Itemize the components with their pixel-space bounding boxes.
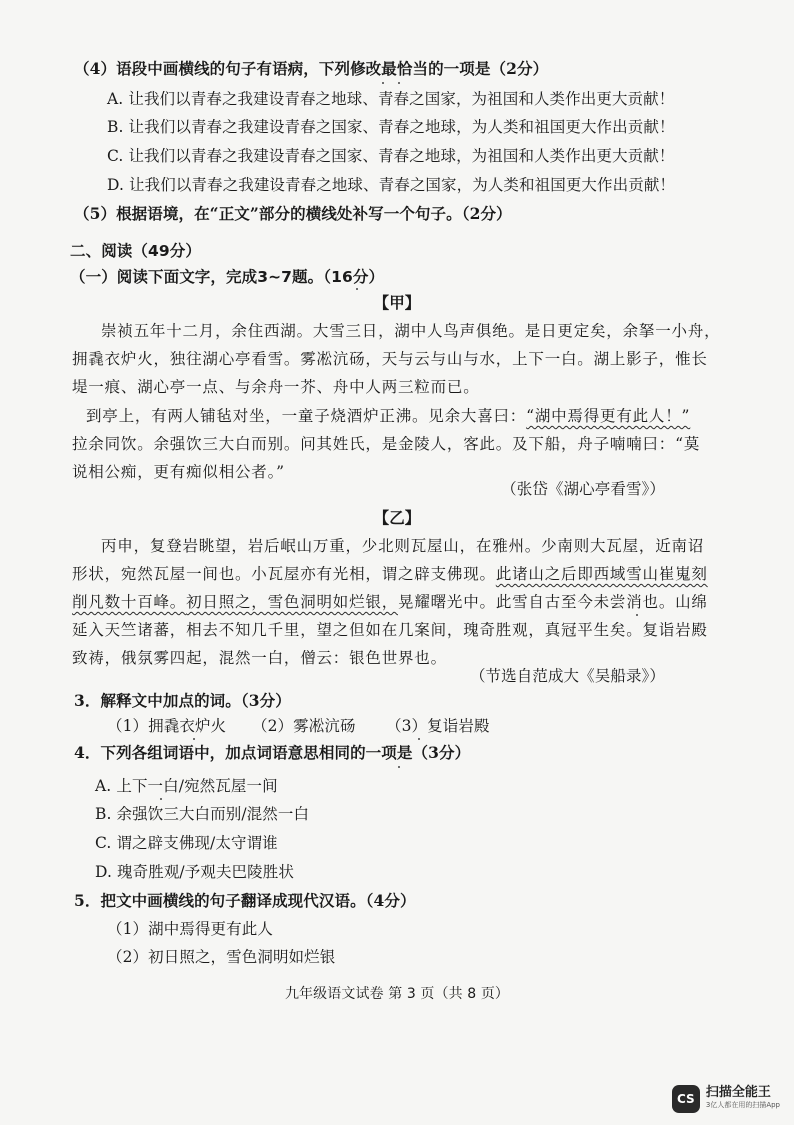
watermark-name: 扫描全能王 <box>705 1085 771 1100</box>
q5b-item-1: （1）湖中焉得更有此人 <box>107 920 273 938</box>
jia-underlined-sentence: “湖中焉得更有此人！” <box>526 407 691 425</box>
jia-p2-line3: 说相公痴，更有痴似相公者。” <box>72 463 285 481</box>
yi-underlined-end: 削凡数十百峰。 <box>72 593 187 611</box>
emphasis-dot <box>418 738 420 740</box>
q4b-option-d: D. 瑰奇胜观/予观夫巴陵胜状 <box>95 863 294 881</box>
emphasis-dot <box>193 738 195 740</box>
yi-heading: 【乙】 <box>373 508 421 527</box>
q3-item-1: （1）拥毳衣炉火 <box>107 717 227 735</box>
q4b-option-a: A. 上下一白/宛然瓦屋一间 <box>95 777 278 795</box>
camscanner-logo-icon: CS <box>672 1085 700 1113</box>
q4b-stem: 4．下列各组词语中，加点词语意思相同的一项是（3分） <box>74 743 471 762</box>
emphasis-dot <box>636 614 638 616</box>
jia-heading: 【甲】 <box>373 293 421 312</box>
section2-sub1: （一）阅读下面文字，完成3~7题。（16分） <box>70 268 385 286</box>
q4-stem: （4）语段中画横线的句子有语病，下列修改最恰当的一项是（2分） <box>74 59 549 78</box>
jia-p1-line2: 拥毳衣炉火，独往湖心亭看雪。雾凇沆砀，天与云与山与水，上下一白。湖上影子，惟长 <box>72 350 708 368</box>
emphasis-dot <box>356 288 358 290</box>
q5b-stem: 5．把文中画横线的句子翻译成现代汉语。（4分） <box>74 891 416 910</box>
jia-p1-line3: 堤一痕、湖心亭一点、与余舟一芥、舟中人两三粒而已。 <box>72 378 480 396</box>
jia-p2-line1 <box>86 405 690 427</box>
watermark-text <box>706 1086 780 1112</box>
yi-line2-text: 形状，宛然瓦屋一间也。小瓦屋亦有光相，谓之辟支佛现。 <box>72 565 496 583</box>
q3-stem: 3．解释文中加点的词。（3分） <box>74 691 291 710</box>
yi-line1: 丙申，复登岩眺望，岩后岷山万重，少北则瓦屋山，在雅州。少南则大瓦屋，近南诏 <box>101 537 705 555</box>
q4-option-a: A. 让我们以青春之我建设青春之地球、青春之国家，为祖国和人类作出更大贡献！ <box>107 90 675 108</box>
q3-item-2: （2）雾凇沆砀 <box>252 717 356 735</box>
jia-p2-line2: 拉余同饮。余强饮三大白而别。问其姓氏，是金陵人，客此。及下船，舟子喃喃曰：“莫 <box>72 435 701 453</box>
page-footer: 九年级语文试卷 第 3 页（共 8 页） <box>284 986 510 1002</box>
jia-source: （张岱《湖心亭看雪》） <box>501 480 665 498</box>
emphasis-dot <box>398 766 400 768</box>
jia-p2-line1-text: 到亭上，有两人铺毡对坐，一童子烧酒炉正沸。见余大喜曰： <box>86 407 527 425</box>
yi-underlined-sentence-2: 初日照之，雪色洞明如烂银， <box>186 593 399 611</box>
yi-line3-text: 晃耀曙光中。此雪自古至今未尝消也。山绵 <box>398 593 708 611</box>
emphasis-dot <box>160 798 162 800</box>
yi-source: （节选自范成大《吴船录》） <box>469 667 665 685</box>
yi-line4: 延入天竺诸蕃，相去不知几千里，望之但如在几案间，瑰奇胜观，真冠平生矣。复诣岩殿 <box>72 621 708 639</box>
q5-stem: （5）根据语境，在“正文”部分的横线处补写一个句子。（2分） <box>74 204 512 223</box>
scanner-watermark <box>672 1085 780 1113</box>
q4-option-d: D. 让我们以青春之我建设青春之地球、青春之国家，为人类和祖国更大作出贡献！ <box>107 176 676 194</box>
q3-item-3: （3）复诣岩殿 <box>386 717 490 735</box>
yi-line3 <box>72 591 708 613</box>
q4-option-b: B. 让我们以青春之我建设青春之国家、青春之地球，为人类和祖国更大作出贡献！ <box>107 118 675 136</box>
section2-title: 二、阅读（49分） <box>70 242 201 260</box>
q4b-option-b: B. 余强饮三大白而别/混然一白 <box>95 805 310 823</box>
yi-line5: 致祷，俄氛雾四起，混然一白，僧云：银色世界也。 <box>72 649 447 667</box>
yi-line2 <box>72 563 708 585</box>
q5b-item-2: （2）初日照之，雪色洞明如烂银 <box>107 948 336 966</box>
emphasis-dot <box>382 82 384 84</box>
jia-p1-line1: 崇祯五年十二月，余住西湖。大雪三日，湖中人鸟声俱绝。是日更定矣，余拏一小舟， <box>101 322 721 340</box>
emphasis-dot <box>398 82 400 84</box>
q4-option-c: C. 让我们以青春之我建设青春之国家、青春之地球，为祖国和人类作出更大贡献！ <box>107 147 675 165</box>
q4b-option-c: C. 谓之辟支佛现/太守谓谁 <box>95 834 278 852</box>
watermark-subtitle: 3亿人都在用的扫描App <box>705 1101 780 1109</box>
yi-underlined-start: 此诸山之后即西域雪山崔嵬刻 <box>495 565 708 583</box>
